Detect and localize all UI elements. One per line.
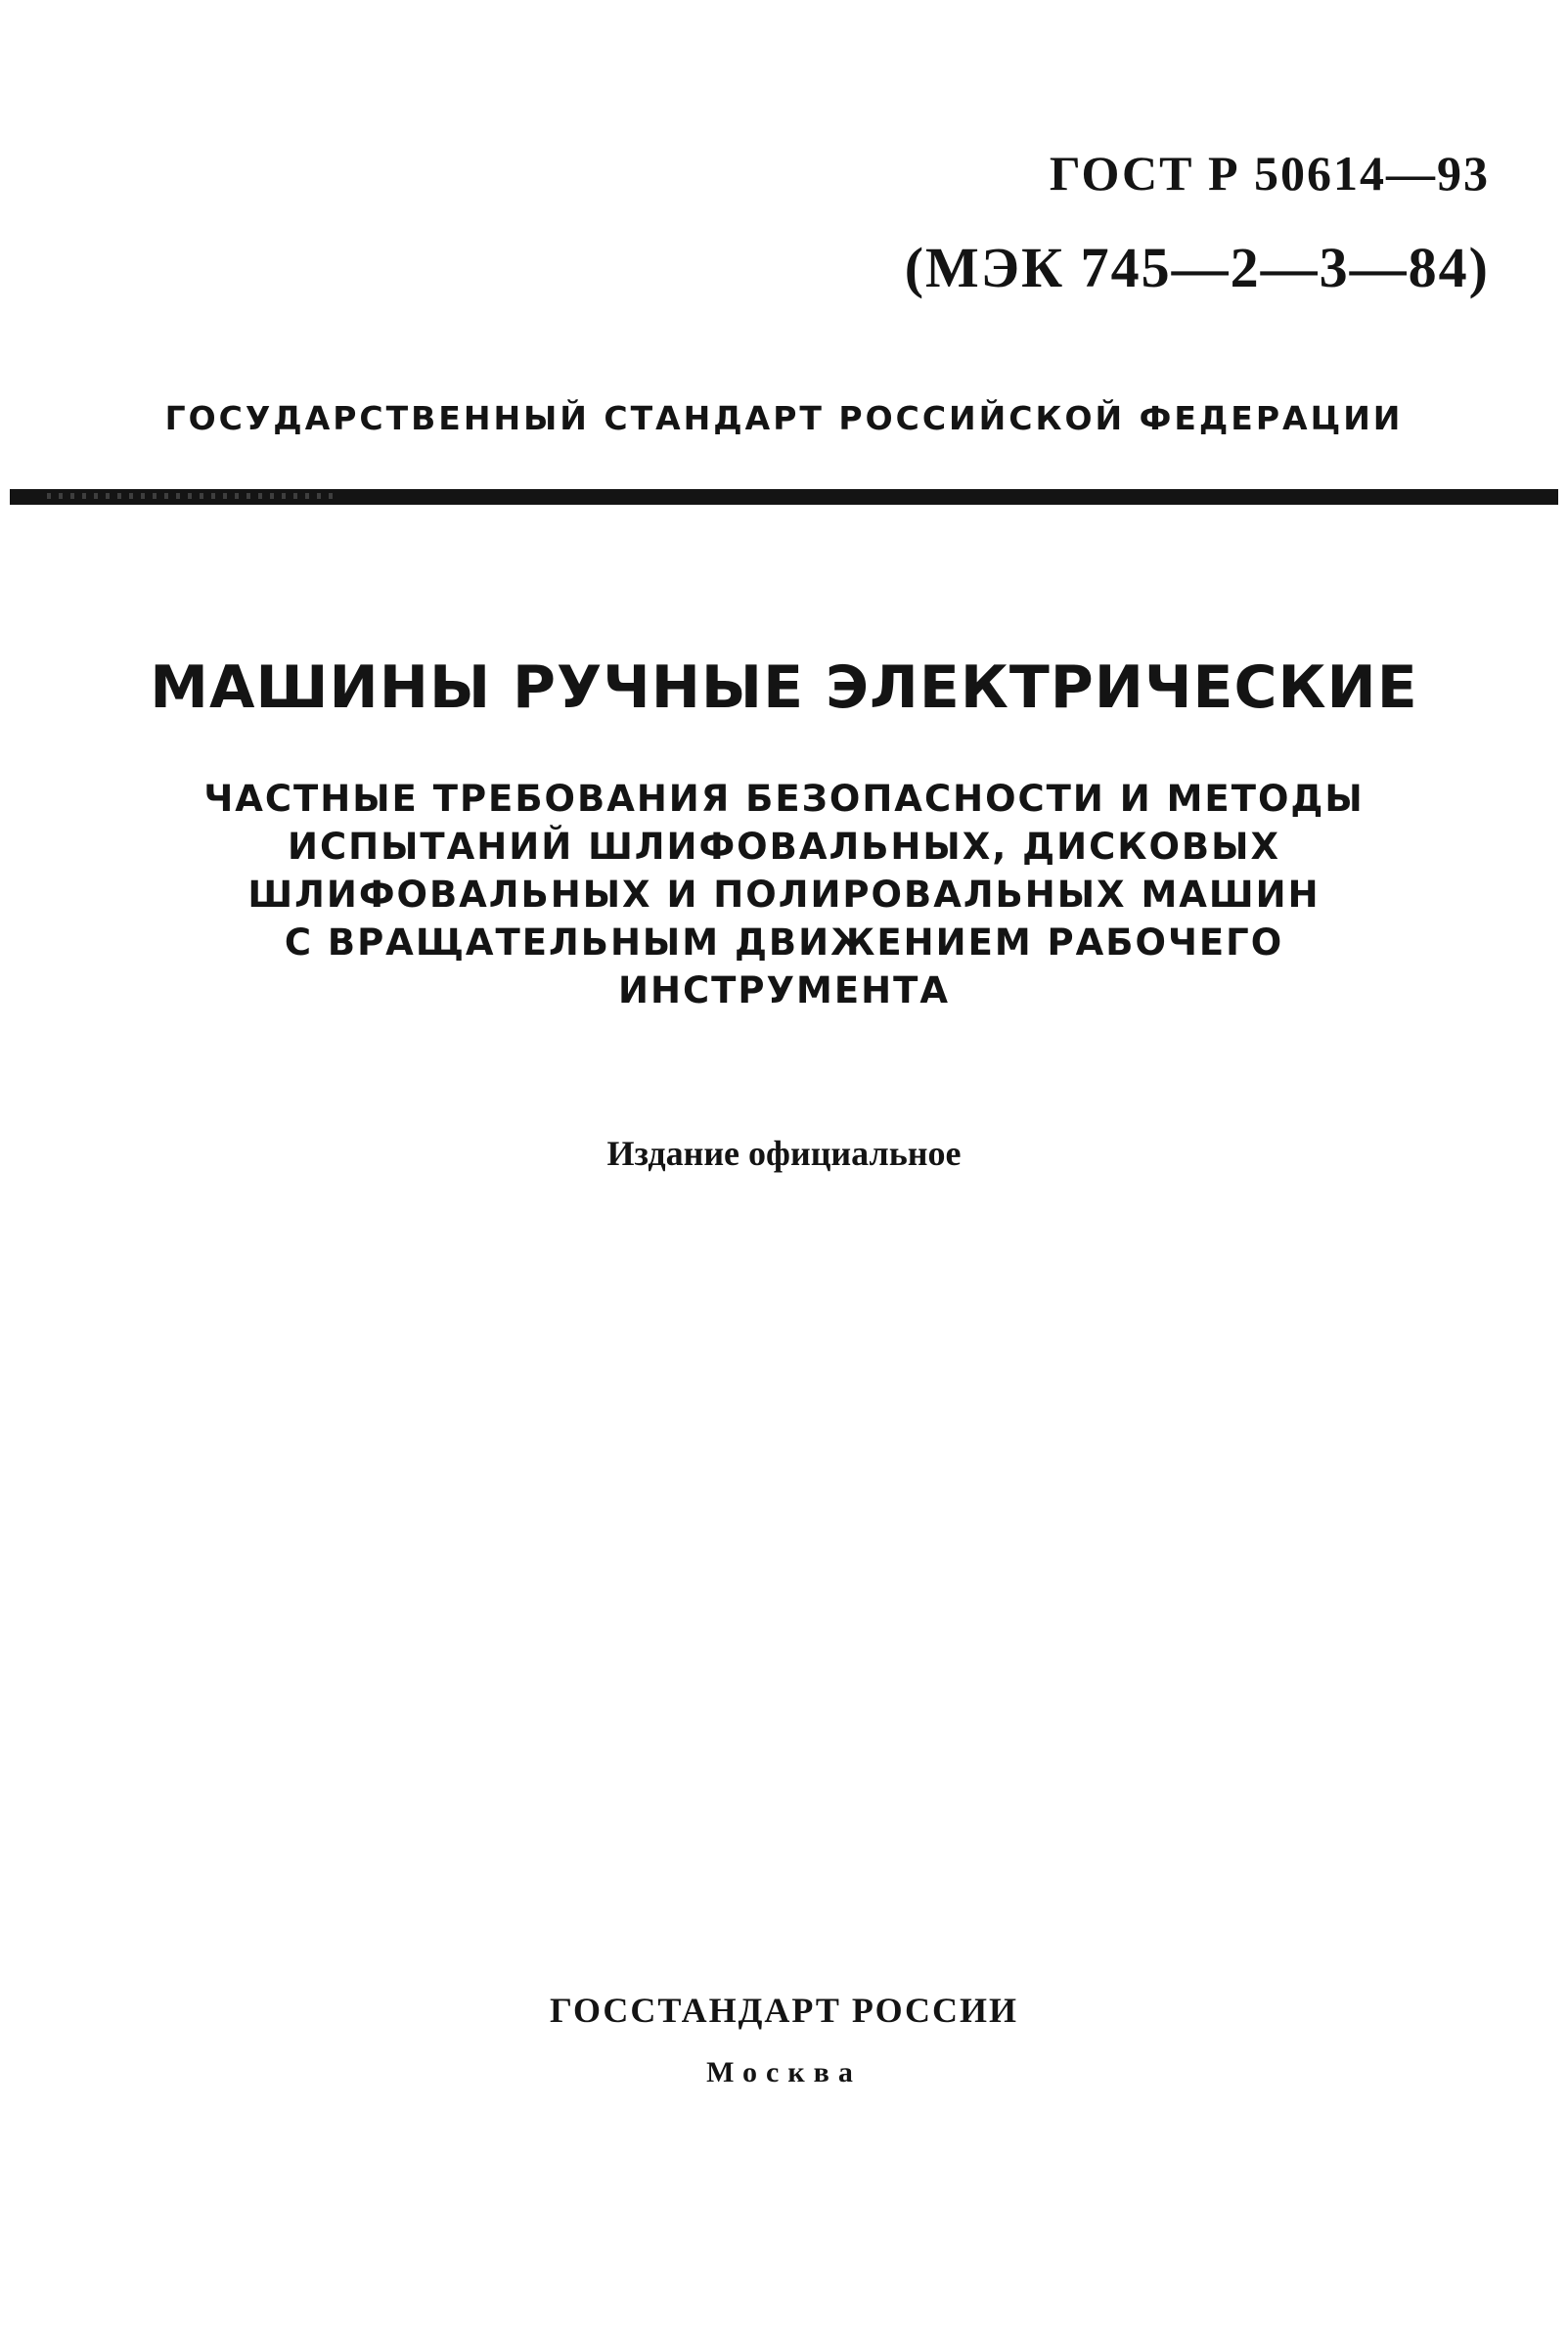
- subtitle-line: ИНСТРУМЕНТА: [618, 969, 950, 1011]
- document-subtitle: [0, 775, 1568, 1014]
- subtitle-line: С ВРАЩАТЕЛЬНЫМ ДВИЖЕНИЕМ РАБОЧЕГО: [284, 921, 1284, 964]
- subtitle-line: ИСПЫТАНИЙ ШЛИФОВАЛЬНЫХ, ДИСКОВЫХ: [288, 826, 1280, 868]
- standard-designation: ГОСТ Р 50614—93: [1049, 146, 1490, 201]
- publisher: ГОССТАНДАРТ РОССИИ: [549, 1991, 1019, 2030]
- edition-note: Издание официальное: [606, 1134, 962, 1173]
- header-rule-texture: [39, 493, 333, 499]
- standard-category: ГОСУДАРСТВЕННЫЙ СТАНДАРТ РОССИЙСКОЙ ФЕДЕРАЦИИ: [164, 399, 1404, 437]
- publication-city: Москва: [706, 2056, 862, 2088]
- subtitle-line: ЧАСТНЫЕ ТРЕБОВАНИЯ БЕЗОПАСНОСТИ И МЕТОДЫ: [203, 778, 1365, 820]
- iec-designation: (МЭК 745—2—3—84): [904, 236, 1490, 299]
- subtitle-line: ШЛИФОВАЛЬНЫХ И ПОЛИРОВАЛЬНЫХ МАШИН: [247, 874, 1321, 916]
- document-title: МАШИНЫ РУЧНЫЕ ЭЛЕКТРИЧЕСКИЕ: [150, 653, 1418, 722]
